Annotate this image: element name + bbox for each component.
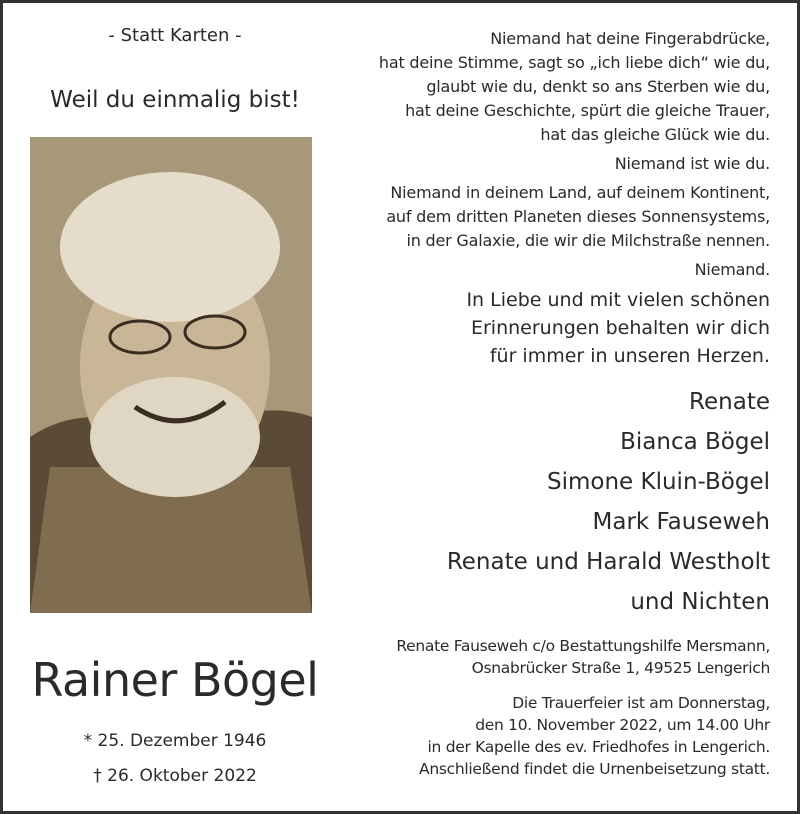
card-note: - Statt Karten - bbox=[108, 25, 242, 46]
address-line: Renate Fauseweh c/o Bestattungshilfe Mersmann, bbox=[396, 637, 770, 655]
mourner: und Nichten bbox=[630, 589, 770, 615]
motto: Weil du einmalig bist! bbox=[50, 87, 300, 113]
mourners-list bbox=[447, 382, 770, 622]
mourner: Renate und Harald Westholt bbox=[446, 549, 770, 575]
service-line: in der Kapelle des ev. Friedhofes in Lengerich. bbox=[427, 738, 770, 756]
service-line: den 10. November 2022, um 14.00 Uhr bbox=[475, 716, 770, 734]
poem-line: hat das gleiche Glück wie du. bbox=[540, 125, 770, 144]
deceased-name: Rainer Bögel bbox=[31, 653, 319, 707]
poem-line: Niemand ist wie du. bbox=[614, 154, 770, 173]
poem-stanza-1 bbox=[379, 27, 770, 282]
mourner: Simone Kluin-Bögel bbox=[547, 469, 770, 495]
contact-address bbox=[396, 635, 770, 679]
memory-line: In Liebe und mit vielen schönen bbox=[466, 289, 770, 311]
mourner: Mark Fauseweh bbox=[592, 509, 770, 535]
poem-line: hat deine Stimme, sagt so „ich liebe dich“ wie du, bbox=[378, 53, 770, 72]
poem-line: in der Galaxie, die wir die Milchstraße nennen. bbox=[406, 231, 770, 250]
mourner: Bianca Bögel bbox=[620, 429, 770, 455]
memory-line: für immer in unseren Herzen. bbox=[489, 345, 770, 367]
birth-date: * 25. Dezember 1946 bbox=[83, 731, 267, 751]
poem-line: Niemand hat deine Fingerabdrücke, bbox=[490, 29, 770, 48]
death-date: † 26. Oktober 2022 bbox=[93, 766, 257, 786]
poem-line: Niemand. bbox=[694, 260, 770, 279]
poem-line: glaubt wie du, denkt so ans Sterben wie du, bbox=[426, 77, 770, 96]
memory-text bbox=[466, 286, 770, 370]
poem-line: hat deine Geschichte, spürt die gleiche Trauer, bbox=[405, 101, 770, 120]
portrait-photo bbox=[30, 137, 312, 613]
service-line: Anschließend findet die Urnenbeisetzung statt. bbox=[419, 760, 770, 778]
poem-line: Niemand in deinem Land, auf deinem Kontinent, bbox=[390, 183, 770, 202]
poem-line: auf dem dritten Planeten dieses Sonnensystems, bbox=[386, 207, 770, 226]
address-line: Osnabrücker Straße 1, 49525 Lengerich bbox=[471, 659, 770, 677]
memory-line: Erinnerungen behalten wir dich bbox=[470, 317, 770, 339]
mourner: Renate bbox=[689, 389, 770, 415]
service-info bbox=[419, 692, 770, 780]
service-line: Die Trauerfeier ist am Donnerstag, bbox=[512, 694, 770, 712]
